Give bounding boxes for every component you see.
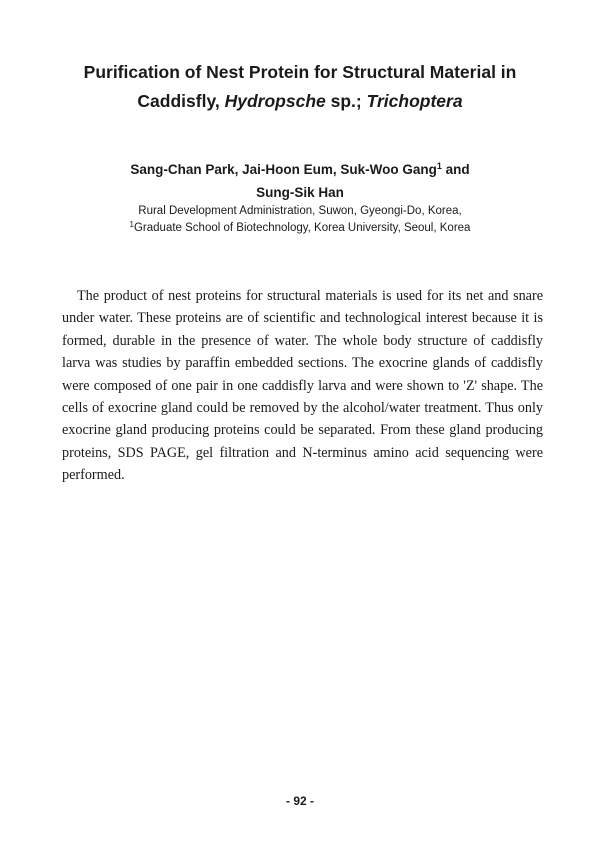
title-line-2-mid: sp.; xyxy=(325,91,367,111)
paper-title xyxy=(40,58,560,116)
affiliation-2: Graduate School of Biotechnology, Korea University, Seoul, Korea xyxy=(133,222,471,234)
affiliation-1: Rural Development Administration, Suwon, Gyeongi-Do, Korea, xyxy=(138,205,462,217)
abstract-text: The product of nest proteins for structural materials is used for its net and snare under water. These proteins are of scientific and technological interest because it is formed, durable in the presence of water. The whole body structure of caddisfly larva was studies by paraffin embedded sections. The exocrine glands of caddisfly were composed of one pair in one caddisfly larva and were shown to 'Z' shape. The cells of exocrine gland could be removed by the alcohol/water treatment. Thus only exocrine gland producing proteins could be separated. From these gland producing proteins, SDS PAGE, gel filtration and N-terminus amino acid sequencing were performed. xyxy=(62,288,543,484)
affiliations xyxy=(40,203,560,237)
title-line-2-prefix: Caddisfly, xyxy=(137,91,225,111)
affiliation-2-mark: 1 xyxy=(129,220,134,229)
authors-line-1: Sang-Chan Park, Jai-Hoon Eum, Suk-Woo Gang xyxy=(130,162,437,177)
authors-line-2: Sung-Sik Han xyxy=(256,185,344,200)
author-list xyxy=(40,158,560,204)
authors-line-1-suffix: and xyxy=(441,162,470,177)
title-genus: Hydropsche xyxy=(224,91,326,111)
page-number: - 92 - xyxy=(285,794,314,808)
title-order: Trichoptera xyxy=(366,91,463,111)
title-line-1: Purification of Nest Protein for Structural Material in xyxy=(83,62,517,82)
author-affiliation-mark: 1 xyxy=(436,161,442,171)
